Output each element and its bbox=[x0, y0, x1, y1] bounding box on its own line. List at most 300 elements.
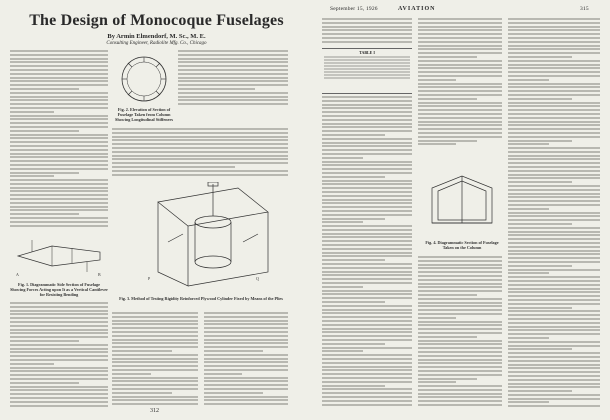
text-line bbox=[322, 164, 412, 166]
text-line bbox=[418, 26, 502, 28]
text-line bbox=[322, 282, 412, 284]
text-line bbox=[10, 111, 54, 113]
text-line bbox=[204, 346, 288, 348]
text-line bbox=[178, 65, 288, 67]
text-line bbox=[418, 324, 502, 326]
figure-3-caption: Fig. 3. Method of Testing Rigidity Reinforced Plywood Cylinder Fixed by Means of the Plies bbox=[119, 296, 283, 301]
text-line bbox=[418, 362, 502, 364]
text-line bbox=[508, 181, 572, 183]
text-line bbox=[112, 312, 198, 314]
text-line bbox=[10, 115, 108, 117]
text-line bbox=[112, 392, 172, 394]
text-line bbox=[418, 117, 502, 119]
text-line bbox=[508, 185, 600, 187]
text-line bbox=[322, 33, 412, 35]
text-line bbox=[10, 321, 108, 323]
text-line bbox=[418, 313, 502, 315]
page-number-left: 312 bbox=[150, 408, 159, 414]
text-line bbox=[10, 145, 108, 147]
text-line bbox=[418, 396, 502, 398]
text-line bbox=[322, 309, 412, 311]
text-line bbox=[508, 117, 600, 119]
text-line bbox=[178, 92, 288, 94]
text-line bbox=[10, 313, 108, 315]
text-line bbox=[10, 370, 108, 372]
text-line bbox=[10, 202, 108, 204]
text-line bbox=[10, 374, 108, 376]
text-line bbox=[112, 350, 172, 352]
text-line bbox=[508, 253, 600, 255]
text-line bbox=[112, 143, 288, 145]
text-line bbox=[204, 384, 288, 386]
text-line bbox=[204, 358, 288, 360]
text-line bbox=[508, 204, 600, 206]
article-title: The Design of Monocoque Fuselages bbox=[29, 12, 284, 29]
text-line bbox=[418, 86, 502, 88]
text-line bbox=[322, 335, 412, 337]
text-line bbox=[418, 298, 502, 300]
text-line bbox=[322, 278, 412, 280]
text-line bbox=[112, 335, 198, 337]
text-line bbox=[322, 218, 385, 220]
text-line bbox=[508, 265, 572, 267]
text-line bbox=[418, 328, 502, 330]
text-line bbox=[508, 75, 600, 77]
text-line bbox=[322, 267, 412, 269]
text-line bbox=[112, 151, 288, 153]
column-4-text-lower bbox=[418, 256, 502, 410]
text-line bbox=[178, 73, 288, 75]
text-line bbox=[508, 341, 600, 343]
text-line bbox=[322, 385, 385, 387]
text-line bbox=[10, 389, 108, 391]
text-line bbox=[204, 323, 288, 325]
text-line bbox=[10, 317, 108, 319]
text-line bbox=[322, 263, 412, 265]
text-line bbox=[508, 371, 600, 373]
text-line bbox=[508, 345, 600, 347]
table-row bbox=[324, 62, 410, 64]
text-line bbox=[178, 77, 288, 79]
text-line bbox=[418, 64, 502, 66]
text-line bbox=[508, 398, 600, 400]
text-line bbox=[418, 41, 502, 43]
text-line bbox=[10, 73, 108, 75]
text-line bbox=[508, 390, 572, 392]
text-line bbox=[112, 174, 288, 176]
figure-3-plywood-cylinder-test bbox=[128, 182, 278, 292]
text-line bbox=[508, 90, 600, 92]
text-line bbox=[10, 325, 108, 327]
text-line bbox=[178, 50, 288, 52]
text-line bbox=[10, 348, 108, 350]
text-line bbox=[508, 329, 600, 331]
text-line bbox=[418, 33, 502, 35]
text-line bbox=[418, 381, 456, 383]
text-line bbox=[10, 397, 108, 399]
text-line bbox=[418, 309, 502, 311]
text-line bbox=[508, 386, 600, 388]
text-line bbox=[508, 219, 600, 221]
text-line bbox=[508, 333, 600, 335]
text-line bbox=[204, 342, 288, 344]
text-line bbox=[322, 229, 412, 231]
text-line bbox=[508, 45, 600, 47]
text-line bbox=[10, 122, 108, 124]
text-line bbox=[418, 22, 502, 24]
text-line bbox=[112, 384, 198, 386]
text-line bbox=[418, 305, 502, 307]
text-line bbox=[10, 80, 108, 82]
text-line bbox=[10, 351, 108, 353]
text-line bbox=[322, 347, 412, 349]
text-line bbox=[418, 136, 502, 138]
text-line bbox=[508, 105, 600, 107]
text-line bbox=[508, 83, 600, 85]
text-line bbox=[10, 386, 108, 388]
text-line bbox=[508, 102, 600, 104]
text-line bbox=[112, 320, 198, 322]
text-line bbox=[322, 377, 412, 379]
text-line bbox=[112, 316, 198, 318]
text-line bbox=[204, 392, 263, 394]
text-line bbox=[10, 302, 108, 304]
text-line bbox=[10, 355, 108, 357]
column-2-text-lower bbox=[112, 312, 198, 410]
text-line bbox=[112, 342, 198, 344]
running-head-date: September 15, 1926 bbox=[330, 6, 378, 12]
text-line bbox=[508, 174, 600, 176]
text-line bbox=[418, 404, 502, 406]
text-line bbox=[418, 366, 502, 368]
text-line bbox=[508, 280, 600, 282]
text-line bbox=[508, 356, 600, 358]
text-line bbox=[418, 275, 502, 277]
text-line bbox=[322, 172, 412, 174]
table-row bbox=[324, 68, 410, 70]
text-line bbox=[322, 29, 412, 31]
article-author: By Armin Elmendorf, M. Sc., M. E. bbox=[107, 33, 206, 40]
table-title: TABLE I bbox=[359, 50, 375, 55]
text-line bbox=[10, 393, 108, 395]
text-line bbox=[508, 98, 572, 100]
text-line bbox=[322, 236, 412, 238]
text-line bbox=[322, 119, 412, 121]
text-line bbox=[322, 331, 412, 333]
text-line bbox=[322, 195, 412, 197]
text-line bbox=[10, 126, 108, 128]
text-line bbox=[418, 94, 502, 96]
text-line bbox=[10, 54, 108, 56]
text-line bbox=[322, 286, 363, 288]
text-line bbox=[418, 294, 477, 296]
text-line bbox=[508, 269, 600, 271]
text-line bbox=[204, 320, 288, 322]
text-line bbox=[418, 359, 502, 361]
text-line bbox=[10, 194, 108, 196]
article-affiliation: Consulting Engineer, Radiolite Mfg. Co., Chicago bbox=[106, 41, 207, 46]
svg-text:B: B bbox=[98, 272, 101, 277]
figure-2-fuselage-elevation bbox=[114, 52, 174, 106]
text-line bbox=[10, 332, 108, 334]
text-line bbox=[112, 388, 198, 390]
text-line bbox=[322, 111, 412, 113]
text-line bbox=[418, 347, 502, 349]
text-line bbox=[10, 363, 54, 365]
text-line bbox=[418, 121, 502, 123]
text-line bbox=[418, 102, 502, 104]
text-line bbox=[178, 54, 288, 56]
text-line bbox=[10, 99, 108, 101]
text-line bbox=[10, 134, 108, 136]
text-line bbox=[322, 255, 412, 257]
text-line bbox=[204, 361, 288, 363]
table-row bbox=[324, 59, 410, 61]
column-2-text-middle bbox=[112, 128, 288, 178]
text-line bbox=[10, 187, 108, 189]
text-line bbox=[322, 354, 412, 356]
text-line bbox=[508, 405, 600, 407]
text-line bbox=[418, 37, 502, 39]
text-line bbox=[112, 399, 198, 401]
text-line bbox=[10, 401, 108, 403]
text-line bbox=[10, 306, 108, 308]
text-line bbox=[322, 316, 412, 318]
text-line bbox=[418, 98, 477, 100]
figure-1-fuselage-side-section bbox=[12, 232, 108, 280]
text-line bbox=[112, 136, 288, 138]
text-line bbox=[322, 107, 412, 109]
text-line bbox=[322, 400, 412, 402]
text-line bbox=[322, 206, 412, 208]
text-line bbox=[322, 22, 412, 24]
text-line bbox=[508, 189, 600, 191]
text-line bbox=[10, 69, 108, 71]
text-line bbox=[418, 45, 502, 47]
text-line bbox=[322, 176, 385, 178]
text-line bbox=[322, 297, 412, 299]
text-line bbox=[112, 354, 198, 356]
text-line bbox=[322, 233, 412, 235]
text-line bbox=[10, 149, 108, 151]
text-line bbox=[418, 355, 502, 357]
text-line bbox=[10, 179, 108, 181]
text-line bbox=[508, 124, 600, 126]
figure-4-fuselage-section bbox=[422, 168, 502, 238]
text-line bbox=[112, 358, 198, 360]
text-line bbox=[508, 26, 600, 28]
text-line bbox=[10, 344, 108, 346]
text-line bbox=[204, 350, 263, 352]
text-line bbox=[508, 272, 549, 274]
svg-text:P: P bbox=[148, 276, 151, 281]
text-line bbox=[322, 320, 412, 322]
text-line bbox=[418, 105, 502, 107]
text-line bbox=[322, 18, 412, 20]
table-row bbox=[324, 56, 410, 58]
text-line bbox=[10, 153, 108, 155]
text-line bbox=[178, 58, 288, 60]
text-line bbox=[112, 323, 198, 325]
text-line bbox=[508, 284, 600, 286]
text-line bbox=[418, 256, 502, 258]
text-line bbox=[112, 331, 198, 333]
text-line bbox=[178, 84, 288, 86]
text-line bbox=[508, 147, 600, 149]
text-line bbox=[112, 369, 198, 371]
text-line bbox=[322, 96, 412, 98]
text-line bbox=[10, 130, 79, 132]
text-line bbox=[508, 29, 600, 31]
text-line bbox=[322, 126, 412, 128]
text-line bbox=[322, 191, 412, 193]
text-line bbox=[418, 385, 502, 387]
text-line bbox=[418, 340, 502, 342]
text-line bbox=[418, 29, 502, 31]
text-line bbox=[322, 305, 412, 307]
text-line bbox=[322, 153, 412, 155]
text-line bbox=[322, 41, 412, 43]
text-line bbox=[10, 359, 108, 361]
text-line bbox=[418, 143, 456, 145]
text-line bbox=[112, 339, 198, 341]
text-line bbox=[322, 130, 412, 132]
text-line bbox=[204, 396, 288, 398]
text-line bbox=[10, 329, 108, 331]
text-line bbox=[204, 335, 288, 337]
text-line bbox=[204, 327, 288, 329]
text-line bbox=[322, 199, 412, 201]
figure-2-caption: Fig. 2. Elevation of Section of Fuselage Taken from Column Showing Longitudinal Stiffeners bbox=[115, 107, 173, 122]
table-row bbox=[324, 65, 410, 67]
text-line bbox=[204, 399, 288, 401]
text-line bbox=[322, 343, 385, 345]
text-line bbox=[508, 299, 600, 301]
text-line bbox=[508, 401, 549, 403]
column-3-text-lower bbox=[322, 96, 412, 410]
text-line bbox=[508, 52, 600, 54]
text-line bbox=[10, 50, 108, 52]
column-1-text bbox=[10, 50, 108, 232]
text-line bbox=[322, 123, 412, 125]
text-line bbox=[508, 288, 600, 290]
text-line bbox=[418, 60, 502, 62]
text-line bbox=[508, 307, 572, 309]
text-line bbox=[112, 346, 198, 348]
text-line bbox=[508, 257, 600, 259]
text-line bbox=[322, 145, 412, 147]
text-line bbox=[508, 200, 600, 202]
text-line bbox=[322, 381, 412, 383]
text-line bbox=[322, 392, 412, 394]
text-line bbox=[508, 212, 600, 214]
text-line bbox=[508, 60, 600, 62]
table-row bbox=[324, 77, 410, 79]
text-line bbox=[10, 183, 108, 185]
text-line bbox=[508, 223, 572, 225]
text-line bbox=[508, 64, 600, 66]
text-line bbox=[508, 67, 600, 69]
text-line bbox=[112, 327, 198, 329]
text-line bbox=[178, 103, 288, 105]
text-line bbox=[418, 124, 502, 126]
text-line bbox=[322, 388, 412, 390]
text-line bbox=[418, 271, 502, 273]
text-line bbox=[418, 283, 502, 285]
text-line bbox=[10, 137, 108, 139]
text-line bbox=[418, 336, 477, 338]
text-line bbox=[508, 352, 600, 354]
text-line bbox=[322, 149, 412, 151]
text-line bbox=[418, 351, 502, 353]
text-line bbox=[418, 321, 502, 323]
text-line bbox=[322, 396, 412, 398]
column-2-text-lower-right bbox=[204, 312, 288, 410]
text-line bbox=[322, 104, 412, 106]
text-line bbox=[508, 250, 600, 252]
text-line bbox=[508, 291, 600, 293]
text-line bbox=[418, 132, 502, 134]
text-line bbox=[508, 121, 600, 123]
text-line bbox=[322, 37, 412, 39]
text-line bbox=[322, 339, 412, 341]
text-line bbox=[418, 393, 502, 395]
text-line bbox=[112, 139, 288, 141]
text-line bbox=[508, 322, 600, 324]
text-line bbox=[322, 362, 412, 364]
text-line bbox=[418, 264, 502, 266]
text-line bbox=[322, 328, 412, 330]
text-line bbox=[204, 380, 288, 382]
text-line bbox=[10, 221, 108, 223]
text-line bbox=[322, 274, 412, 276]
text-line bbox=[508, 155, 600, 157]
text-line bbox=[322, 271, 412, 273]
text-line bbox=[508, 242, 600, 244]
text-line bbox=[10, 168, 108, 170]
text-line bbox=[322, 324, 412, 326]
text-line bbox=[508, 227, 600, 229]
text-line bbox=[418, 400, 502, 402]
text-line bbox=[10, 190, 108, 192]
text-line bbox=[322, 290, 412, 292]
text-line bbox=[508, 196, 600, 198]
text-line bbox=[112, 158, 288, 160]
text-line bbox=[10, 198, 108, 200]
text-line bbox=[418, 140, 477, 142]
text-line bbox=[322, 244, 412, 246]
text-line bbox=[508, 348, 572, 350]
text-line bbox=[322, 369, 412, 371]
text-line bbox=[178, 88, 255, 90]
text-line bbox=[112, 365, 198, 367]
text-line bbox=[322, 214, 412, 216]
text-line bbox=[418, 52, 502, 54]
text-line bbox=[508, 22, 600, 24]
text-line bbox=[112, 147, 288, 149]
text-line bbox=[508, 208, 549, 210]
text-line bbox=[10, 141, 108, 143]
text-line bbox=[10, 310, 108, 312]
text-line bbox=[508, 303, 600, 305]
text-line bbox=[508, 383, 600, 385]
text-line bbox=[322, 100, 412, 102]
text-line bbox=[322, 183, 412, 185]
data-table bbox=[322, 48, 412, 94]
text-line bbox=[418, 290, 502, 292]
text-line bbox=[10, 340, 79, 342]
running-head-journal: AVIATION bbox=[398, 6, 436, 12]
